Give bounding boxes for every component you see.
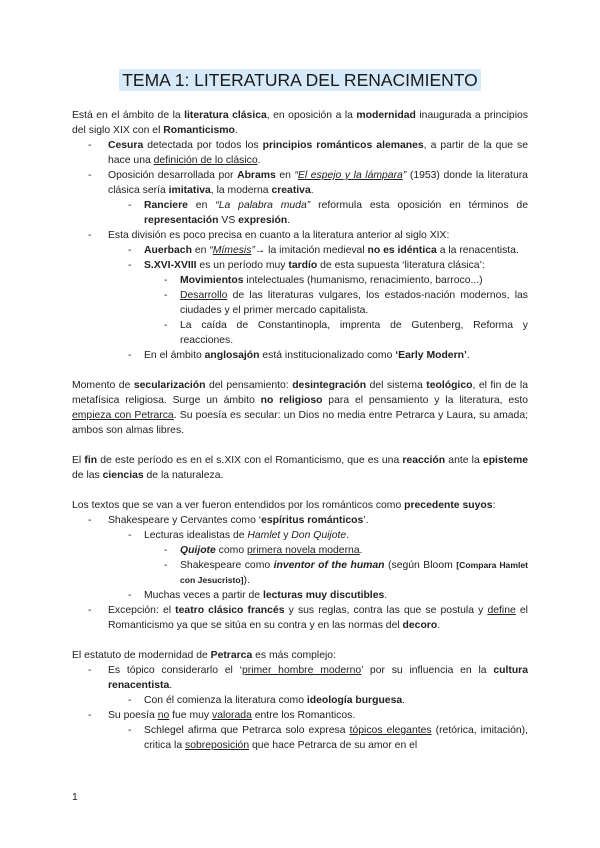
page-number: 1 (72, 792, 78, 803)
paragraph: El fin de este período es en el s.XIX con el Romanticismo, que es una reacción ante la episteme de las ciencias de la naturaleza. (72, 455, 528, 481)
list-item: - S.XVI-XVIII es un período muy tardío de esta supuesta ‘literatura clásica’: (72, 258, 528, 273)
list-item: - Cesura detectada por todos los principios románticos alemanes, a partir de la que se hace una definición de lo clásico. (72, 138, 528, 168)
list-item: - Desarrollo de las literaturas vulgares, los estados-nación modernos, las ciudades y el primer mercado capitalista. (72, 288, 528, 318)
document-body (72, 108, 528, 753)
list-item: - Auerbach en “Mímesis”→ la imitación medieval no es idéntica a la renacentista. (72, 243, 528, 258)
list-item: - Muchas veces a partir de lecturas muy discutibles. (72, 588, 528, 603)
list-item: - Ranciere en “La palabra muda” reformula esta oposición en términos de representación VS expresión. (72, 198, 528, 228)
list-item: - La caída de Constantinopla, imprenta de Gutenberg, Reforma y reacciones. (72, 318, 528, 348)
list-item: - Esta división es poco precisa en cuanto a la literatura anterior al siglo XIX: (72, 228, 528, 243)
list-item: - Lecturas idealistas de Hamlet y Don Quijote. (72, 528, 528, 543)
list-item: - Es tópico considerarlo el ‘primer hombre moderno’ por su influencia en la cultura renacentista. (72, 663, 528, 693)
list-item: - Oposición desarrollada por Abrams en “El espejo y la lámpara” (1953) donde la literatura clásica sería imitativa, la moderna creativa. (72, 168, 528, 198)
list-item: - Excepción: el teatro clásico francés y sus reglas, contra las que se postula y define el Romanticismo ya que se sitúa en su contra y en las normas del decoro. (72, 603, 528, 633)
list-item: - Shakespeare y Cervantes como ‘espíritus románticos’. (72, 513, 528, 528)
paragraph: Los textos que se van a ver fueron entendidos por los románticos como precedente suyos: (72, 500, 496, 511)
list-item: - Quijote como primera novela moderna. (72, 543, 528, 558)
paragraph: El estatuto de modernidad de Petrarca es más complejo: (72, 650, 336, 661)
page-title: TEMA 1: LITERATURA DEL RENACIMIENTO (0, 70, 600, 91)
list-item: - Su poesía no fue muy valorada entre los Romanticos. (72, 708, 528, 723)
list-item: - En el ámbito anglosajón está institucionalizado como ‘Early Modern’. (72, 348, 528, 363)
list-item: - Shakespeare como inventor of the human (según Bloom [Compara Hamlet con Jesucristo]). (72, 558, 528, 588)
paragraph: Está en el ámbito de la literatura clásica, en oposición a la modernidad inaugurada a principios del siglo XIX con el Romanticismo. (72, 110, 528, 136)
list-item: - Schlegel afirma que Petrarca solo expresa tópicos elegantes (retórica, imitación), critica la sobreposición que hace Petrarca de su amor en el (72, 723, 528, 753)
paragraph: Momento de secularización del pensamiento: desintegración del sistema teológico, el fin de la metafísica religiosa. Surge un ámbito no religioso para el pensamiento y la literatura, esto empieza con Petrarca. Su poesía es secular: un Dios no media entre Petrarca y Laura, su amada; ambos son almas libres. (72, 380, 528, 436)
list-item: - Con él comienza la literatura como ideología burguesa. (72, 693, 528, 708)
list-item: - Movimientos intelectuales (humanismo, renacimiento, barroco...) (72, 273, 528, 288)
